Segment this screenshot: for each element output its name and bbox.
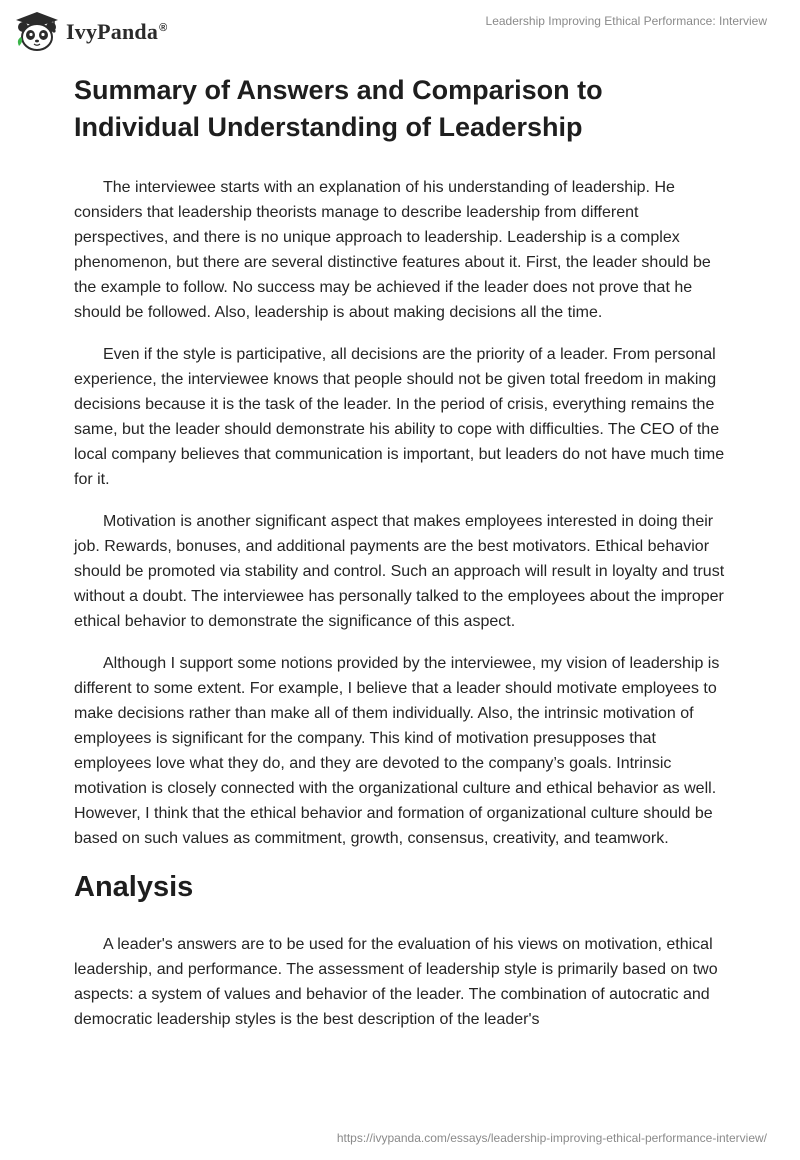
paragraph: Motivation is another significant aspect that makes employees interested in doing their job. Rewards, bonuses, and additional payments are the best motivators. Ethical behavior should be promoted via stability and control. Such an approach will result in loyalty and trust without a doubt. The interviewee has personally talked to the employees about the improper ethical behavior to demonstrate the significance of this aspect. bbox=[74, 513, 725, 630]
paragraph: Even if the style is participative, all decisions are the priority of a leader. From personal experience, the interviewee knows that people should not be given total freedom in making decisions because it is the task of the leader. In the period of crisis, everything remains the same, but the leader should demonstrate his ability to cope with difficulties. The CEO of the local company believes that communication is important, but leaders do not have much time for it. bbox=[74, 346, 725, 488]
panda-graduate-icon bbox=[14, 10, 60, 54]
paragraph: A leader's answers are to be used for the evaluation of his views on motivation, ethical leadership, and performance. The assessment of leadership style is primarily based on two aspects: a system of values and behavior of the leader. The combination of autocratic and democratic leadership styles is the best description of the leader's bbox=[74, 936, 718, 1028]
paragraph: The interviewee starts with an explanation of his understanding of leadership. He considers that leadership theorists manage to describe leadership from different perspectives, and there is no unique approach to leadership. Leadership is a complex phenomenon, but there are several distinctive features about it. First, the leader should be the example to follow. No success may be achieved if the leader does not prove that he should be followed. Also, leadership is about making decisions all the time. bbox=[74, 179, 711, 321]
page-header bbox=[0, 0, 800, 62]
brand-name: IvyPanda® bbox=[66, 19, 168, 44]
paragraph: Although I support some notions provided by the interviewee, my vision of leadership is different to some extent. For example, I believe that a leader should motivate employees to make decisions rather than make all of them individually. Also, the intrinsic motivation of employees is significant for the company. This kind of motivation presupposes that employees love what they do, and they are devoted to the company’s goals. Intrinsic motivation is closely connected with the organizational culture and ethical behavior as well. However, I think that the ethical behavior and formation of organizational culture should be based on such values as commitment, growth, consensus, creativity, and teamwork. bbox=[74, 655, 720, 847]
essay-content bbox=[74, 72, 734, 1049]
ivypanda-logo[interactable] bbox=[14, 10, 167, 54]
source-url[interactable]: https://ivypanda.com/essays/leadership-improving-ethical-performance-interview/ bbox=[336, 1131, 767, 1145]
section-heading-analysis: Analysis bbox=[74, 871, 194, 903]
document-title: Leadership Improving Ethical Performance: Interview bbox=[485, 14, 767, 28]
section-heading-summary: Summary of Answers and Comparison to Individual Understanding of Leadership bbox=[74, 75, 603, 142]
